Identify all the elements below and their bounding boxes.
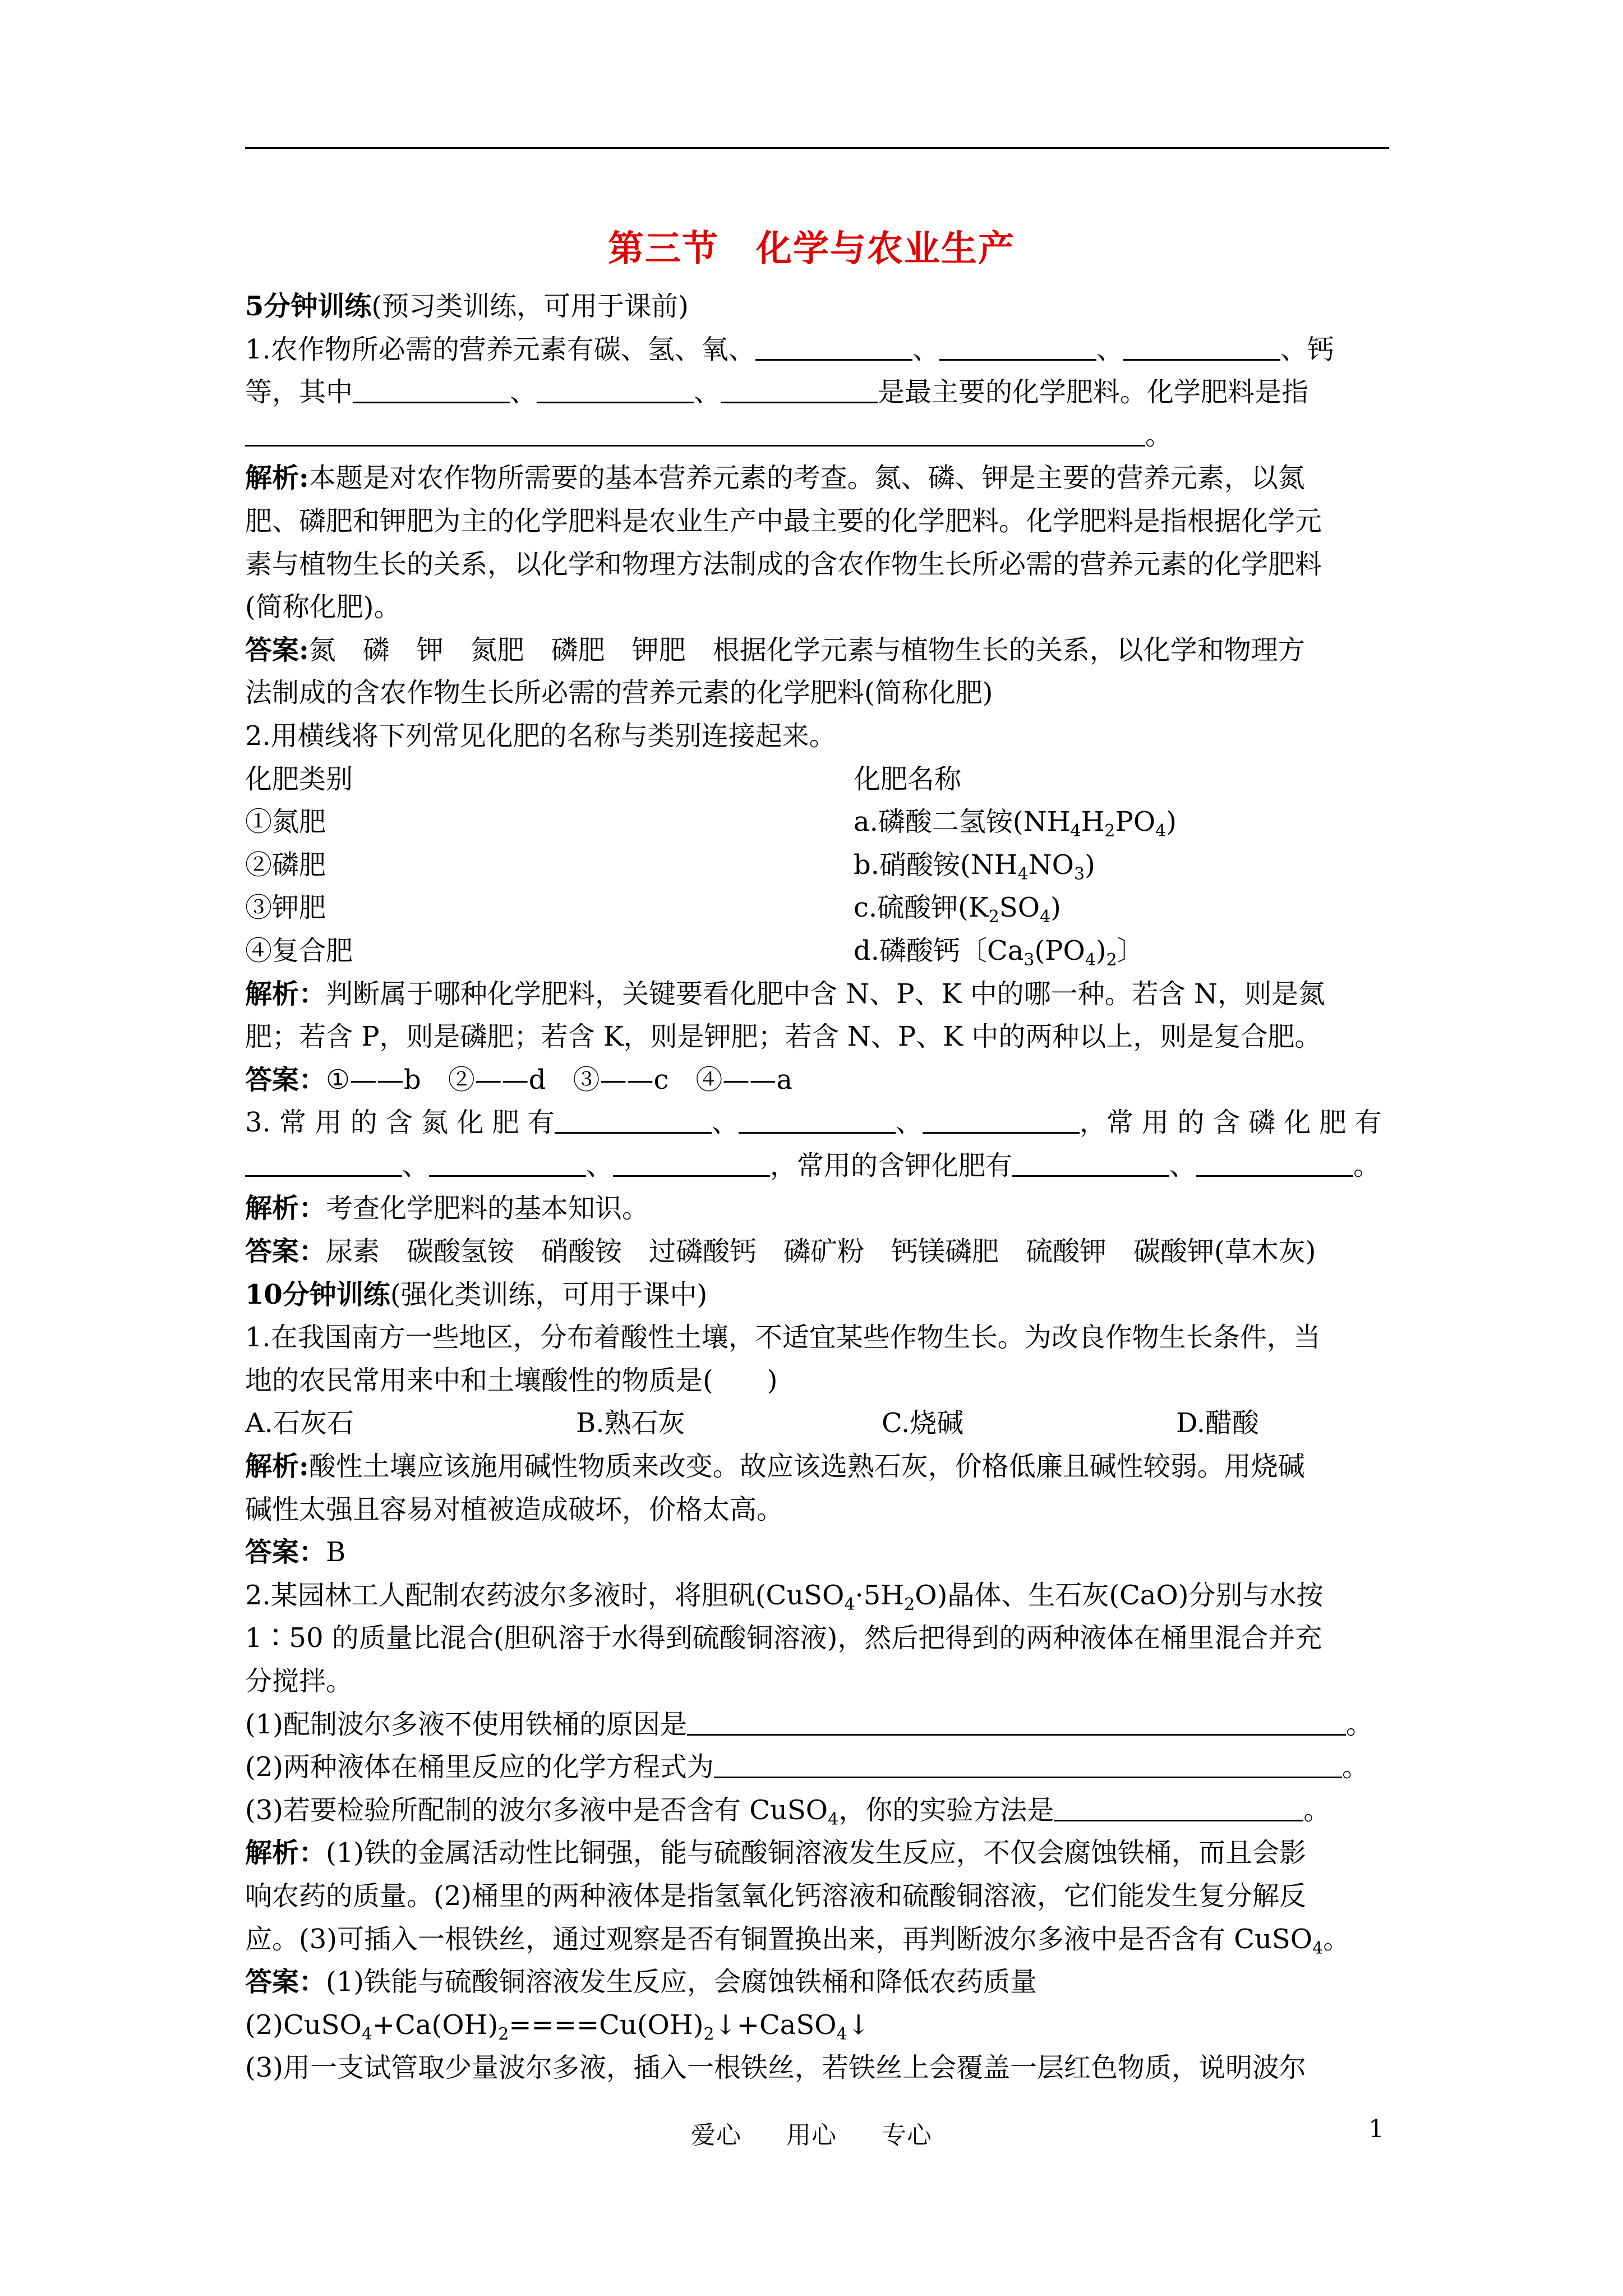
q1-analysis-cont: 素与植物生长的关系，以化学和物理方法制成的含农作物生长所必需的营养元素的化学肥料 bbox=[245, 548, 1322, 580]
q1-analysis: 解析:本题是对农作物所需要的基本营养元素的考查。氮、磷、钾是主要的营养元素，以氮 bbox=[245, 462, 1305, 494]
q1-answer-cont: 法制成的含农作物生长所必需的营养元素的化学肥料(简称化肥) bbox=[245, 677, 993, 709]
q1-line2: 等，其中 、 、 是最主要的化学肥料。化学肥料是指 bbox=[245, 371, 1389, 414]
answer-blank bbox=[245, 1146, 402, 1177]
q4-stem: 1.在我国南方一些地区，分布着酸性土壤，不适宜某些作物生长。为改良作物生长条件，当 bbox=[245, 1322, 1321, 1354]
option-d: D.醋酸 bbox=[1176, 1407, 1260, 1439]
q3-analysis: 解析：考查化学肥料的基本知识。 bbox=[245, 1193, 649, 1225]
page-number: 1 bbox=[1368, 2115, 1384, 2143]
q1-line1: 1.农作物所必需的营养元素有碳、氢、氧、 、 、 、钙 bbox=[245, 328, 1389, 371]
q2-answer: 答案：①——b ②——d ③——c ④——a bbox=[245, 1064, 793, 1096]
q5-analysis: 解析：(1)铁的金属活动性比铜强，能与硫酸铜溶液发生反应，不仅会腐蚀铁桶，而且会影 bbox=[245, 1837, 1307, 1869]
answer-blank bbox=[537, 372, 694, 403]
q5-stem-cont: 1∶50 的质量比混合(胆矾溶于水得到硫酸铜溶液)，然后把得到的两种液体在桶里混合并充 bbox=[245, 1622, 1322, 1654]
q4-analysis-cont: 碱性太强且容易对植被造成破坏，价格太高。 bbox=[245, 1493, 784, 1525]
q2-analysis: 解析：判断属于哪种化学肥料，关键要看化肥中含 N、P、K 中的哪一种。若含 N，则是氮 bbox=[245, 978, 1325, 1010]
q3-line1: 3. 常 用 的 含 氮 化 肥 有 、 、 ，常 用 的 含 磷 化 肥 有 bbox=[245, 1101, 1389, 1144]
q1-line3: 。 bbox=[245, 414, 1389, 457]
page-title: 第三节 化学与农业生产 bbox=[608, 228, 1015, 270]
option-a: A.石灰石 bbox=[245, 1407, 354, 1439]
answer-blank bbox=[755, 330, 912, 361]
footer-word: 爱心 bbox=[691, 2121, 741, 2150]
q5-part2: (2)两种液体在桶里反应的化学方程式为 。 bbox=[245, 1746, 1389, 1789]
q4-answer: 答案：B bbox=[245, 1536, 346, 1568]
q5-equation: $(2)CuSO_4+Ca(OH)_2====Cu(OH)_2↓+CaSO_4↓$ bbox=[245, 2009, 870, 2044]
q3-line2: 、 、 ，常用的含钾化肥有 、 。 bbox=[245, 1144, 1389, 1188]
answer-blank bbox=[739, 1103, 896, 1134]
q5-analysis-cont: 应。(3)可插入一根铁丝，通过观察是否有铜置换出来，再判断波尔多液中是否含有 CuSO$_4$。 bbox=[245, 1923, 1350, 1958]
answer-blank bbox=[939, 330, 1096, 361]
q5-part1: (1)配制波尔多液不使用铁桶的原因是 。 bbox=[245, 1703, 1389, 1746]
answer-blank bbox=[245, 416, 1145, 447]
q4-analysis: 解析:酸性土壤应该施用碱性物质来改变。故应该选熟石灰，价格低廉且碱性较弱。用烧碱 bbox=[245, 1451, 1305, 1483]
answer-blank bbox=[1054, 1791, 1303, 1821]
answer-blank bbox=[555, 1103, 712, 1134]
q2-row-4: ④复合肥 d.磷酸钙〔$Ca_3(PO_4)_2$〕 bbox=[245, 935, 1144, 970]
answer-blank bbox=[687, 1705, 1346, 1736]
q5-part3: (3)若要检验所配制的波尔多液中是否含有 CuSO$_4$，你的实验方法是 。 bbox=[245, 1789, 1389, 1832]
section-heading-10min: 10分钟训练(强化类训练，可用于课中) bbox=[245, 1278, 708, 1310]
answer-blank bbox=[714, 1747, 1342, 1778]
q4-options bbox=[245, 1402, 1389, 1445]
q4-stem-cont: 地的农民常用来中和土壤酸性的物质是( ) bbox=[245, 1364, 778, 1396]
answer-blank bbox=[1012, 1146, 1169, 1177]
q2-analysis-cont: 肥；若含 P，则是磷肥；若含 K，则是钾肥；若含 N、P、K 中的两种以上，则是复合肥。 bbox=[245, 1021, 1322, 1053]
q5-stem-cont: 分搅拌。 bbox=[245, 1665, 353, 1697]
q3-answer: 答案：尿素 碳酸氢铵 硝酸铵 过磷酸钙 磷矿粉 钙镁磷肥 硫酸钾 碳酸钾(草木灰) bbox=[245, 1236, 1316, 1268]
answer-blank bbox=[721, 372, 878, 403]
q1-analysis-cont: (简称化肥)。 bbox=[245, 591, 401, 623]
section-heading-5min: 5分钟训练(预习类训练，可用于课前) bbox=[245, 291, 689, 322]
header-rule bbox=[245, 147, 1389, 149]
q2-stem: 2.用横线将下列常见化肥的名称与类别连接起来。 bbox=[245, 720, 836, 752]
answer-blank bbox=[429, 1146, 586, 1177]
q2-headers: 化肥类别 化肥名称 bbox=[245, 763, 962, 795]
answer-blank bbox=[1196, 1146, 1353, 1177]
footer-word: 用心 bbox=[786, 2121, 837, 2150]
q1-answer: 答案:氮 磷 钾 氮肥 磷肥 钾肥 根据化学元素与植物生长的关系，以化学和物理方 bbox=[245, 634, 1305, 666]
option-c: C.烧碱 bbox=[882, 1407, 964, 1439]
answer-blank bbox=[1123, 330, 1280, 361]
q5-answer-cont: (3)用一支试管取少量波尔多液，插入一根铁丝，若铁丝上会覆盖一层红色物质，说明波尔 bbox=[245, 2052, 1306, 2084]
q5-stem: 2.某园林工人配制农药波尔多液时，将胆矾$(CuSO_4\cdot 5H_2O)$晶体、生石灰(CaO)分别与水按 bbox=[245, 1579, 1324, 1614]
footer-word: 专心 bbox=[882, 2121, 932, 2150]
q2-row-3: ③钾肥 c.硫酸钾$(K_2SO_4)$ bbox=[245, 892, 1061, 927]
answer-blank bbox=[353, 372, 510, 403]
q2-row-2: ②磷肥 b.硝酸铵$(NH_4NO_3)$ bbox=[245, 849, 1095, 884]
option-b: B.熟石灰 bbox=[576, 1407, 685, 1439]
q1-analysis-cont: 肥、磷肥和钾肥为主的化学肥料是农业生产中最主要的化学肥料。化学肥料是指根据化学元 bbox=[245, 505, 1322, 537]
answer-blank bbox=[613, 1146, 770, 1177]
q5-answer: 答案：(1)铁能与硫酸铜溶液发生反应，会腐蚀铁桶和降低农药质量 bbox=[245, 1966, 1038, 1998]
answer-blank bbox=[923, 1103, 1080, 1134]
q2-row-1: ①氮肥 a.磷酸二氢铵$(NH_4H_2PO_4)$ bbox=[245, 806, 1177, 841]
q5-analysis-cont: 响农药的质量。(2)桶里的两种液体是指氢氧化钙溶液和硫酸铜溶液，它们能发生复分解反 bbox=[245, 1880, 1306, 1912]
document-body bbox=[245, 285, 1389, 2090]
